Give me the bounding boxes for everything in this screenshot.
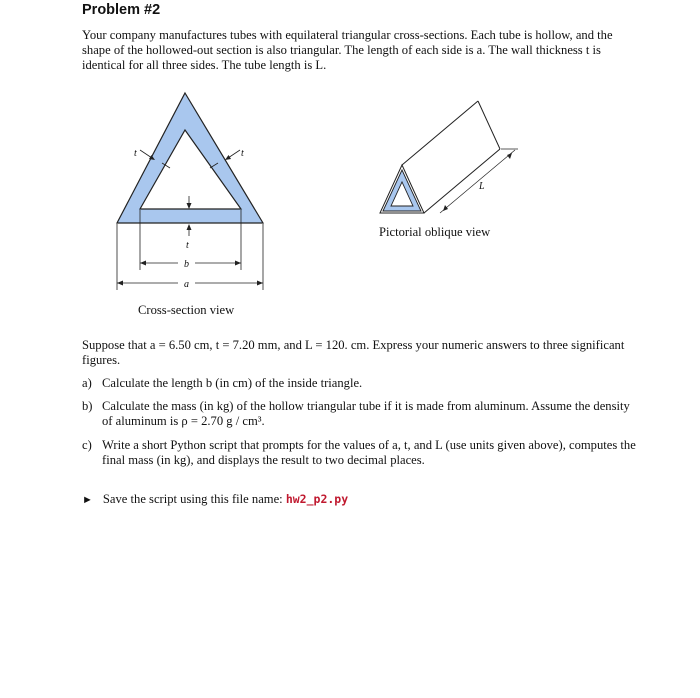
cross-section-caption: Cross-section view bbox=[138, 303, 235, 317]
label-a: a bbox=[184, 279, 189, 290]
label-t-right: t bbox=[241, 148, 244, 159]
question-b bbox=[82, 399, 642, 431]
label-t-bottom: t bbox=[186, 240, 189, 251]
question-label: b) bbox=[82, 399, 93, 413]
question-text: Calculate the length b (in cm) of the inside triangle. bbox=[102, 376, 363, 390]
problem-title: Problem #2 bbox=[82, 2, 161, 18]
label-b: b bbox=[184, 259, 189, 270]
pictorial-oblique-diagram bbox=[375, 95, 525, 220]
question-c bbox=[82, 438, 642, 470]
save-instruction bbox=[82, 492, 348, 507]
problem-intro: Your company manufactures tubes with equilateral triangular cross-sections. Each tube is hollow, and the shape of the hollowed-out section is also triangular. The length of each side is a. The wall thickness t is identical for all three sides. The tube length is L. bbox=[82, 28, 613, 72]
given-values: Suppose that a = 6.50 cm, t = 7.20 mm, and L = 120. cm. Express your numeric answers to three significant figures. bbox=[82, 338, 625, 367]
bullet-arrow-icon: ► bbox=[82, 494, 93, 506]
label-t-left: t bbox=[134, 148, 137, 159]
question-text: Calculate the mass (in kg) of the hollow triangular tube if it is made from aluminum. Assume the density of aluminum is ρ = 2.70 g / cm³. bbox=[102, 399, 630, 428]
question-label: c) bbox=[82, 438, 92, 452]
save-text: Save the script using this file name: bbox=[102, 492, 286, 506]
question-text: Write a short Python script that prompts for the values of a, t, and L (use units given above), computes the final mass (in kg), and displays the result to two decimal places. bbox=[102, 438, 636, 467]
filename: hw2_p2.py bbox=[285, 492, 349, 506]
question-label: a) bbox=[82, 376, 92, 390]
cross-section-diagram bbox=[100, 88, 280, 298]
label-L: L bbox=[479, 181, 485, 192]
question-a bbox=[82, 376, 642, 392]
pictorial-caption: Pictorial oblique view bbox=[379, 225, 491, 239]
